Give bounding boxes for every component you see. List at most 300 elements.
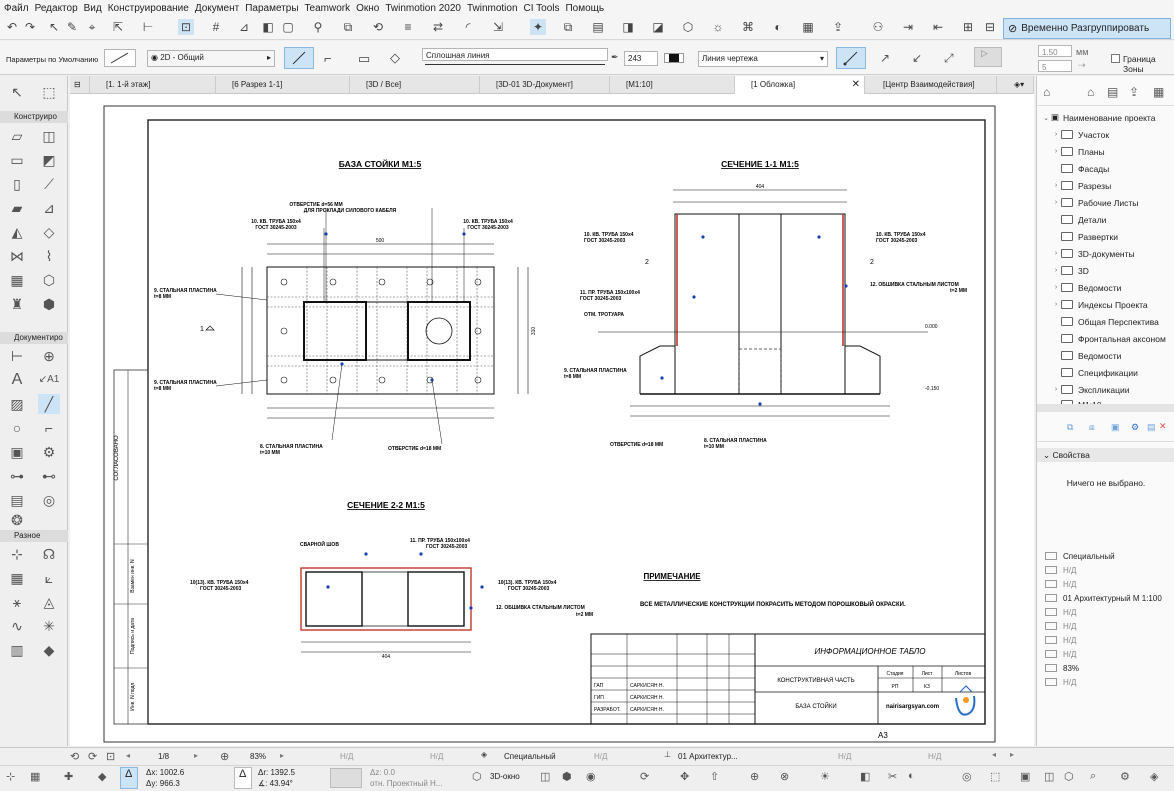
contour-icon[interactable]: ◐ — [908, 770, 915, 782]
walls-icon[interactable]: ◫ — [1044, 771, 1055, 783]
menu-citools[interactable]: CI Tools — [523, 2, 560, 14]
nav-item-label: Развертки — [1078, 231, 1118, 242]
note-title: ПРИМЕЧАНИЕ — [643, 572, 701, 581]
toolbox — [0, 76, 68, 746]
view-icon — [1061, 368, 1073, 377]
sec22-lbl-weld: СВАРНОЙ ШОВ — [300, 542, 339, 548]
menu-design[interactable]: Конструирование — [107, 2, 189, 14]
nav-item-label: Фронтальная аксоном — [1078, 333, 1166, 344]
grid-element-tool-icon[interactable]: ⊹ — [11, 546, 23, 562]
standard-toolbar — [0, 16, 1174, 40]
nav-item-schedules-2[interactable] — [1051, 347, 1121, 364]
forward-icon[interactable]: ⟳ — [88, 751, 98, 763]
view-3d-button[interactable]: 3D-окно — [490, 772, 520, 781]
defaults-label[interactable]: Параметры по Умолчанию — [6, 55, 99, 64]
organizer-icon[interactable]: ▦ — [1153, 85, 1165, 99]
menu-twinmotion2020[interactable]: Twinmotion 2020 — [385, 2, 461, 14]
suspend-groups-button[interactable] — [1003, 18, 1171, 39]
prop-row-7[interactable] — [1045, 633, 1076, 647]
plan-lbl-plate9-top-b: t=8 ММ — [154, 294, 172, 300]
magic-wand-icon[interactable]: ✦ — [530, 19, 546, 35]
frame-icon[interactable]: ▢ — [282, 20, 294, 34]
menu-file[interactable]: Файл — [4, 2, 29, 14]
single-line-button[interactable] — [284, 47, 314, 69]
folder-icon — [1061, 164, 1073, 173]
folder-icon — [1061, 130, 1073, 139]
offset-icon[interactable]: ⇄ — [432, 20, 444, 34]
fill-tool-icon[interactable]: ▨ — [10, 396, 24, 412]
view-icon — [1061, 317, 1073, 326]
folder-icon — [1061, 181, 1073, 190]
field-icon — [1045, 636, 1057, 644]
tab-cover-label: [1 Обложка] — [751, 80, 796, 89]
wall-end-tool-icon[interactable]: ▦ — [10, 570, 24, 586]
plan-lbl-plate9-top-a: 9. СТАЛЬНАЯ ПЛАСТИНА — [154, 288, 217, 294]
section-tool-icon[interactable]: ⊶ — [10, 468, 24, 484]
title-block — [591, 634, 985, 740]
nav-item-schedules[interactable] — [1051, 279, 1121, 296]
prop-layer[interactable] — [1045, 549, 1115, 563]
nav-item-label: Экспликации — [1078, 384, 1130, 395]
sec11-lbl-pipe-right-b: ГОСТ 30245-2003 — [876, 238, 918, 244]
nav-item-label: Ведомости — [1078, 350, 1122, 361]
tab-section-label: [6 Разрез 1-1] — [232, 80, 283, 89]
reference-level[interactable]: отн. Проектный Н... — [370, 779, 443, 788]
nav-item-label: Спецификации — [1078, 367, 1138, 378]
folder-icon — [1061, 249, 1073, 258]
explore-icon[interactable]: ⊕ — [750, 771, 760, 783]
section-box-icon[interactable]: ◧ — [860, 771, 871, 783]
nav-item-worksheets[interactable] — [1051, 194, 1138, 211]
undo-icon[interactable]: ↶ — [6, 20, 18, 34]
hotspot-tool-icon[interactable]: ✳ — [43, 618, 55, 634]
sec22-lbl-pipe13-right-b: ГОСТ 30245-2003 — [508, 586, 550, 592]
menu-edit[interactable]: Редактор — [34, 2, 78, 14]
zoom-value[interactable]: 83% — [250, 752, 267, 761]
section-more-header[interactable] — [0, 530, 68, 542]
stretch-icon[interactable]: ⇲ — [492, 20, 504, 34]
guide-icon[interactable]: ⊿ — [238, 20, 250, 34]
nav-item-specifications[interactable] — [1051, 364, 1138, 381]
rotated-text-tool-icon[interactable]: ◆ — [43, 642, 55, 658]
tab-3d-document[interactable] — [480, 76, 610, 94]
copy-icon[interactable]: ⧉ — [563, 20, 573, 34]
railing-tool-icon[interactable]: ⌇ — [45, 248, 53, 264]
arrowhead-select[interactable] — [974, 47, 1002, 67]
label-tool-icon[interactable]: ↙A1 — [38, 374, 60, 385]
layer-icon[interactable]: ◧ — [262, 20, 274, 34]
nav-root[interactable] — [1041, 109, 1155, 126]
coord-dy[interactable]: Δy: 966.3 — [146, 779, 180, 788]
navigator-panel — [1036, 76, 1174, 746]
arrow-end-icon[interactable]: ↗ — [880, 51, 891, 65]
window-tool-icon[interactable]: ▭ — [10, 152, 24, 168]
nav-item-plans[interactable] — [1051, 143, 1105, 160]
new-layout-icon[interactable]: ⧉ — [1067, 422, 1074, 432]
coordinates-icon[interactable]: ◆ — [98, 771, 107, 783]
plan-lbl-plate8-b: t=10 ММ — [260, 450, 280, 456]
arrow-count-field[interactable] — [1038, 60, 1072, 72]
nav-item-project-indexes[interactable] — [1051, 296, 1148, 313]
menu-window[interactable]: Окно — [356, 2, 380, 14]
status-bar — [0, 747, 1174, 791]
layer-combo-value[interactable]: Специальный — [504, 752, 556, 761]
tab-3d[interactable] — [350, 76, 480, 94]
marquee-tool-icon[interactable]: ⬚ — [42, 84, 56, 100]
line-type-field[interactable] — [422, 48, 608, 61]
arrow-size-unit: мм — [1076, 47, 1089, 57]
nd-field-5[interactable]: Н/Д — [928, 752, 942, 761]
back-icon[interactable]: ⟲ — [70, 751, 80, 763]
menu-help[interactable]: Помощь — [565, 2, 605, 14]
corner-window-tool-icon[interactable]: ⟀ — [44, 570, 54, 586]
pick-icon[interactable]: ✎ — [66, 20, 78, 34]
sun-icon[interactable]: ☼ — [712, 20, 724, 34]
stamp-agreed-text: СОГЛАСОВАНО — [114, 435, 120, 481]
folder-icon — [1061, 385, 1073, 394]
beam-tool-icon[interactable]: ⟋ — [44, 176, 54, 192]
elevation-icon[interactable]: ◪ — [652, 20, 664, 34]
fillet-icon[interactable]: ◜ — [465, 20, 471, 34]
zoom-icon[interactable]: ⊕ — [220, 751, 230, 763]
tab-list-icon[interactable]: ⊟ — [70, 76, 90, 94]
plan-lbl-pipe-left-b: ГОСТ 30245-2003 — [255, 225, 297, 231]
settings-gear-icon[interactable]: ⚙ — [1120, 771, 1130, 783]
line-geometry-straight-button[interactable] — [836, 47, 866, 69]
door-tool-icon[interactable]: ◫ — [42, 128, 56, 144]
snap-icon[interactable]: ⊡ — [178, 19, 194, 35]
stair-tool-icon[interactable]: ◩ — [42, 152, 56, 168]
section-document-header[interactable] — [0, 332, 68, 344]
rectangle-icon[interactable]: ▭ — [358, 51, 371, 66]
wall-tool-icon[interactable]: ▱ — [11, 128, 23, 144]
measure-icon[interactable]: ⊢ — [142, 20, 154, 34]
prop-row-2[interactable] — [1045, 563, 1076, 577]
cube-icon[interactable]: ⬢ — [562, 771, 572, 783]
folder-icon — [1061, 266, 1073, 275]
section-icon[interactable]: ◨ — [622, 20, 634, 34]
select-arrow-icon[interactable]: ↖ — [48, 20, 60, 34]
section-document-label: Документиро — [14, 333, 63, 342]
tab-section[interactable] — [216, 76, 350, 94]
menu-options[interactable]: Параметры — [245, 2, 299, 14]
menu-view[interactable]: Вид — [83, 2, 102, 14]
tb-stage-value: РП — [891, 684, 899, 690]
nav-item-facades[interactable] — [1051, 160, 1109, 177]
line-tool-icon[interactable]: ╱ — [38, 394, 60, 414]
coord-dx[interactable]: Δx: 1002.6 — [146, 768, 185, 777]
plan-icon[interactable]: ▤ — [592, 20, 604, 34]
settings-icon[interactable]: ⚙ — [1131, 422, 1140, 432]
navigator-toolbar — [1037, 80, 1174, 106]
3d-icon[interactable]: ⬡ — [682, 20, 694, 34]
coord-dr[interactable]: Δr: 1392.5 — [258, 768, 295, 777]
drawing-tool-icon[interactable]: ▣ — [10, 444, 24, 460]
point-cloud-tool-icon[interactable]: ▥ — [10, 642, 24, 658]
suspend-groups-icon: ⊘ — [1008, 23, 1018, 35]
chevron-right-icon: › — [1054, 131, 1058, 138]
model-icon[interactable]: ⬡ — [1064, 771, 1074, 783]
nd-field-2[interactable]: Н/Д — [430, 752, 444, 761]
delete-icon[interactable]: ✕ — [1159, 421, 1167, 431]
slab-tool-icon[interactable]: ▰ — [11, 200, 23, 216]
lock-icon[interactable]: ⚲ — [313, 20, 323, 34]
relative-construction-icon[interactable]: ✚ — [64, 771, 74, 783]
chained-line-icon[interactable]: ⌐ — [324, 51, 332, 66]
chevron-down-icon: ▾ — [819, 54, 824, 63]
trace-icon[interactable]: ⇱ — [112, 20, 124, 34]
layer-select[interactable] — [147, 50, 275, 67]
arrow-style-icon: ⇢ — [1078, 60, 1086, 70]
layout-icon[interactable]: ▦ — [802, 20, 814, 34]
suspend-icon[interactable]: ⊟ — [984, 20, 996, 34]
sphere-icon[interactable]: ◉ — [586, 771, 596, 783]
field-icon — [1045, 608, 1057, 616]
line-category-select[interactable] — [698, 51, 828, 67]
prop-scale-value: 01 Архитектурный М 1:100 — [1063, 593, 1162, 603]
tab-floor-plan-label: [1. 1-й этаж] — [106, 80, 151, 89]
nav-item-3d-documents[interactable] — [1051, 245, 1135, 262]
snap-guides-icon[interactable]: ⊹ — [6, 771, 16, 783]
text-tool-icon[interactable]: A — [11, 371, 23, 388]
line-type-value: Сплошная линия — [426, 51, 490, 60]
properties-header[interactable] — [1037, 448, 1174, 462]
spline-tool-icon[interactable]: ∿ — [11, 618, 23, 634]
master-icon[interactable]: ▣ — [1111, 422, 1120, 432]
align-icon[interactable]: ≡ — [404, 20, 412, 34]
publish-icon[interactable]: ⇪ — [832, 20, 844, 34]
nav-item-site[interactable] — [1051, 126, 1109, 143]
plan-lbl-plate8-a: 8. СТАЛЬНАЯ ПЛАСТИНА — [260, 444, 323, 450]
tb-name: БАЗА СТОЙКИ — [795, 704, 837, 710]
distort-icon[interactable]: ⟲ — [372, 20, 384, 34]
prop-row-8[interactable] — [1045, 647, 1076, 661]
prop-layer-value: Специальный — [1063, 551, 1115, 561]
section-1-1-drawing — [564, 184, 967, 450]
arrow-size-field[interactable] — [1038, 45, 1072, 57]
delta-icon: Δ — [125, 768, 133, 780]
layout-book-icon[interactable]: ▤ — [1107, 85, 1119, 99]
chevron-right-icon: › — [1054, 250, 1058, 257]
render-icon[interactable]: ⬚ — [990, 771, 1001, 783]
tab-3d-label: [3D / Все] — [366, 80, 402, 89]
level-dimension-tool-icon[interactable]: ⊕ — [43, 348, 55, 364]
send-icon[interactable]: ⇥ — [902, 20, 914, 34]
eyedropper-icon[interactable]: ⌖ — [88, 20, 96, 34]
nav-left-icon[interactable]: ◂ — [992, 750, 997, 759]
prop-row-6[interactable] — [1045, 619, 1076, 633]
detail-tool-icon[interactable]: ▤ — [10, 492, 24, 508]
mesh-tool-icon[interactable]: ⋈ — [10, 248, 24, 264]
layout-canvas[interactable] — [70, 94, 1034, 746]
prev-page-icon[interactable]: ◂ — [126, 751, 131, 760]
sun-icon[interactable]: ☀ — [820, 771, 830, 783]
publisher-icon[interactable]: ⇪ — [1129, 85, 1140, 99]
sec11-lbl-pipe-left-b: ГОСТ 30245-2003 — [584, 238, 626, 244]
tab-overflow[interactable] — [998, 76, 1034, 94]
image-icon[interactable]: ▣ — [1020, 771, 1031, 783]
figure-tool-icon[interactable]: ⚙ — [42, 444, 56, 460]
dimension-tool-icon[interactable]: ⊢ — [10, 348, 24, 364]
camera-icon[interactable]: ⌘ — [742, 20, 754, 34]
search-icon[interactable]: ⌕ — [1090, 770, 1097, 782]
nav-item-perspective[interactable] — [1051, 313, 1159, 330]
nav-right-icon[interactable]: ▸ — [1010, 750, 1015, 759]
arrow-both-icon[interactable]: ⤢ — [944, 51, 954, 65]
section-design-header[interactable] — [0, 111, 68, 123]
nav-item-details[interactable] — [1051, 211, 1106, 228]
sec11-lbl-clad-b: t=2 ММ — [950, 288, 968, 294]
prop-zoom[interactable] — [1045, 661, 1079, 675]
view-map-icon[interactable]: ⌂ — [1087, 85, 1095, 99]
arrowhead-icon: ▷ — [981, 48, 988, 58]
pan-icon[interactable]: ✥ — [680, 771, 690, 783]
column-tool-icon[interactable]: ▯ — [13, 176, 21, 192]
prop-zoom-value: 83% — [1063, 663, 1080, 673]
select-group-icon[interactable]: ⊞ — [962, 20, 974, 34]
new-subset-icon[interactable]: ⧈ — [1089, 422, 1095, 432]
arrow-start-icon[interactable]: ↙ — [912, 51, 923, 65]
worksheet-tool-icon[interactable]: ◎ — [42, 492, 56, 508]
zone-tool-icon[interactable]: ⬢ — [42, 296, 56, 312]
nav-item-label: 3D — [1078, 265, 1089, 276]
sec11-lbl-pipe-left-a: 10. КВ. ТРУБА 150х4 — [584, 232, 634, 238]
elevation-tool-icon[interactable]: ⊷ — [42, 468, 56, 484]
menu-twinmotion[interactable]: Twinmotion — [466, 2, 518, 14]
nav-item-axonometry[interactable] — [1051, 330, 1166, 347]
folder-icon — [1061, 232, 1073, 241]
prop-row-5[interactable] — [1045, 605, 1076, 619]
delta-mode-button[interactable] — [120, 767, 138, 789]
curtain-tool-icon[interactable]: ⚹ — [12, 594, 22, 610]
curtain-wall-tool-icon[interactable]: ▦ — [10, 272, 24, 288]
tab-floor-plan[interactable] — [90, 76, 216, 94]
nd-field-3[interactable]: Н/Д — [594, 752, 608, 761]
title-section-1-1: СЕЧЕНИЕ 1-1 М1:5 — [721, 159, 799, 169]
navigator-scrollbar[interactable] — [1037, 404, 1174, 412]
coord-da[interactable]: ∡: 43.94° — [258, 779, 293, 788]
dim-310-label: 310 — [531, 326, 537, 336]
folder-icon — [1061, 147, 1073, 156]
grid-snap-icon[interactable]: ▦ — [30, 771, 41, 783]
prop-row-3[interactable] — [1045, 577, 1076, 591]
level-minus: -0.150 — [925, 386, 940, 392]
tab-cover[interactable] — [735, 76, 865, 94]
object-tool-icon[interactable]: ♜ — [10, 296, 24, 312]
nav-item-interior-elevations[interactable] — [1051, 228, 1118, 245]
render-icon[interactable]: ◐ — [774, 20, 782, 34]
polyline-tool-icon[interactable]: ⌐ — [44, 420, 54, 436]
prop-value: Н/Д — [1063, 565, 1077, 575]
chevron-right-icon: › — [1054, 199, 1058, 206]
tb-person-2: САРКИСЯН Н. — [630, 695, 664, 701]
pen-number-field[interactable] — [624, 51, 658, 66]
lamp-tool-icon[interactable]: ☊ — [42, 546, 56, 562]
sec22-lbl-pipe13-left-b: ГОСТ 30245-2003 — [200, 586, 242, 592]
layout-settings-icon[interactable]: ▤ — [1147, 422, 1156, 432]
zoom-icon — [1045, 664, 1057, 672]
prop-value: Н/Д — [1063, 621, 1077, 631]
camera-icon[interactable]: ◎ — [962, 771, 972, 783]
layers-icon[interactable]: ◈ — [1150, 771, 1159, 783]
zone-boundary-checkbox[interactable] — [1111, 54, 1120, 63]
nav-item-sections[interactable] — [1051, 177, 1111, 194]
pen-color-swatch[interactable] — [664, 53, 684, 63]
coord-dz[interactable]: Δz: 0.0 — [370, 768, 395, 777]
tb-person-1: САРКИСЯН Н. — [630, 683, 664, 689]
sec11-lbl-plate8-a: 8. СТАЛЬНАЯ ПЛАСТИНА — [704, 438, 767, 444]
receive-icon[interactable]: ⇤ — [932, 20, 944, 34]
teamwork-icon[interactable]: ⚇ — [872, 20, 884, 34]
redo-icon[interactable]: ↷ — [24, 20, 36, 34]
change-tool-icon[interactable]: ❂ — [11, 512, 23, 528]
circle-tool-icon[interactable]: ○ — [12, 420, 22, 436]
nd-field-4[interactable]: Н/Д — [838, 752, 852, 761]
polar-mode-button[interactable] — [234, 767, 252, 789]
nav-item-3d[interactable] — [1051, 262, 1089, 279]
view-icon — [1061, 351, 1073, 360]
properties-empty: Ничего не выбрано. — [1066, 478, 1146, 488]
view-3d-icon: ⬡ — [472, 771, 482, 783]
group-icon[interactable]: ⧉ — [343, 20, 353, 34]
orbit-icon[interactable]: ⟳ — [640, 771, 650, 783]
fly-icon[interactable]: ⊗ — [780, 771, 790, 783]
fit-icon[interactable]: ⊡ — [106, 751, 116, 763]
menu-teamwork[interactable]: Teamwork — [304, 2, 351, 14]
scale-value[interactable]: 01 Архитектур... — [678, 752, 738, 761]
shell-tool-icon[interactable]: ◭ — [11, 224, 23, 240]
prop-row-10[interactable] — [1045, 675, 1076, 689]
chevron-right-icon: › — [1054, 182, 1058, 189]
morph-tool-icon[interactable]: ⬡ — [42, 272, 56, 288]
rotated-rectangle-icon[interactable]: ◇ — [390, 50, 400, 65]
cut-icon[interactable]: ✂ — [888, 771, 898, 783]
sec11-lbl-prpipe-b: ГОСТ 30245-2003 — [580, 296, 622, 302]
project-map-icon[interactable]: ⌂ — [1043, 85, 1051, 99]
skylight-tool-icon[interactable]: ◇ — [43, 224, 55, 240]
camera-tool-icon[interactable]: ◬ — [43, 594, 55, 610]
box-icon[interactable]: ◫ — [540, 771, 551, 783]
next-page-icon[interactable]: ▸ — [194, 751, 199, 760]
roof-tool-icon[interactable]: ⊿ — [43, 200, 55, 216]
walk-icon[interactable]: ⇧ — [710, 771, 720, 783]
sec22-lbl-clad-b: t=2 ММ — [576, 612, 594, 618]
stamp-inv2-text: Инв. N подл. — [130, 681, 136, 711]
folder-icon — [1061, 198, 1073, 207]
chevron-down-icon: ⌄ — [1043, 114, 1049, 122]
view-icon — [1061, 334, 1073, 343]
layer-combo-icon: ◈ — [481, 750, 488, 759]
tab-detail[interactable] — [610, 76, 735, 94]
approval-stamp — [114, 370, 148, 724]
close-icon[interactable]: ✕ — [851, 79, 860, 90]
section-more-label: Разное — [14, 531, 41, 540]
arrow-tool-icon[interactable]: ↖ — [11, 84, 23, 100]
diagonal-line-icon — [108, 51, 132, 65]
sheet-format: А3 — [878, 731, 888, 740]
line-style-picker[interactable] — [104, 49, 136, 67]
nd-field-1[interactable]: Н/Д — [340, 752, 354, 761]
tab-detail-label: [M1:10] — [626, 80, 653, 89]
line-type-preview — [425, 64, 605, 65]
chevron-right-icon: › — [1054, 148, 1058, 155]
menu-document[interactable]: Документ — [194, 2, 240, 14]
zoom-menu-icon[interactable]: ▸ — [280, 751, 285, 760]
prop-scale[interactable] — [1045, 591, 1162, 605]
tab-collaboration[interactable] — [867, 76, 997, 94]
sec11-lbl-pipe-right-a: 10. КВ. ТРУБА 150х4 — [876, 232, 926, 238]
grid-icon[interactable]: # — [212, 20, 220, 34]
